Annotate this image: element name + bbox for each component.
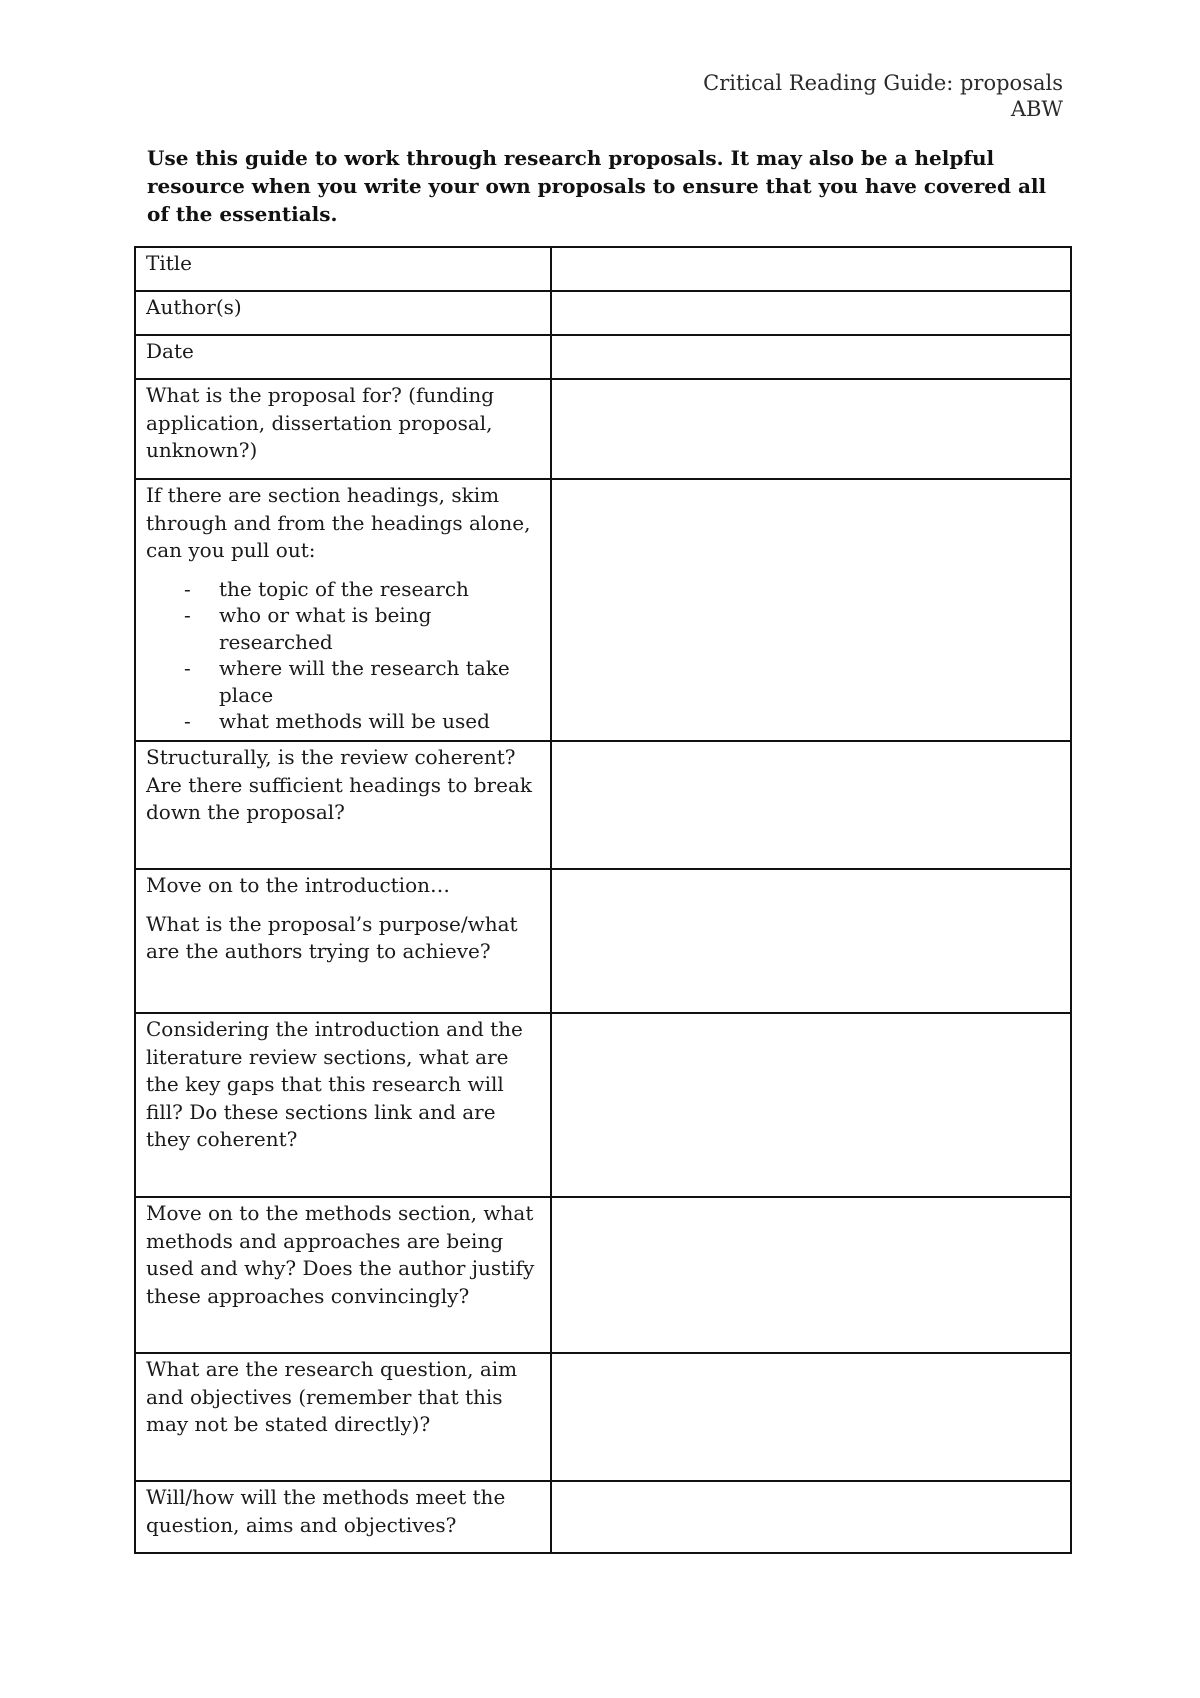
table-row <box>135 1013 1071 1197</box>
reading-guide-table <box>134 246 1072 1554</box>
bullet-marker: - <box>184 656 191 680</box>
list-item <box>146 655 542 708</box>
prompt-cell: Considering the introduction and the literature review sections, what are the key gaps that this research will fill? Do these sections link and are they coherent? <box>135 1013 551 1197</box>
table-row <box>135 291 1071 335</box>
table-row <box>135 379 1071 479</box>
list-item <box>146 708 542 735</box>
intro-paragraph: Use this guide to work through research proposals. It may also be a helpful resource when you write your own proposals to ensure that you have covered all of the essentials. <box>147 146 1047 226</box>
list-item-text: who or what is being researched <box>219 603 432 654</box>
answer-cell[interactable] <box>551 1481 1071 1553</box>
header-initials: ABW <box>1010 97 1063 121</box>
table-row <box>135 247 1071 291</box>
prompt-cell: Move on to the methods section, what methods and approaches are being used and why? Does the author justify these approaches convincingly? <box>135 1197 551 1353</box>
header-title: Critical Reading Guide: proposals <box>703 71 1063 95</box>
prompt-cell: What are the research question, aim and objectives (remember that this may not be stated directly)? <box>135 1353 551 1481</box>
prompt-cell: Title <box>135 247 551 291</box>
answer-cell[interactable] <box>551 335 1071 379</box>
answer-cell[interactable] <box>551 291 1071 335</box>
prompt-text: Move on to the introduction… <box>146 873 450 897</box>
answer-cell[interactable] <box>551 741 1071 869</box>
table-row <box>135 479 1071 741</box>
table-row <box>135 1197 1071 1353</box>
list-item-text: what methods will be used <box>219 709 490 733</box>
page-header <box>703 70 1063 122</box>
bullet-marker: - <box>184 603 191 627</box>
prompt-cell: Date <box>135 335 551 379</box>
table-row <box>135 1353 1071 1481</box>
answer-cell[interactable] <box>551 1353 1071 1481</box>
table-row <box>135 869 1071 1013</box>
answer-cell[interactable] <box>551 869 1071 1013</box>
list-item <box>146 576 542 603</box>
prompt-cell: Will/how will the methods meet the question, aims and objectives? <box>135 1481 551 1553</box>
bullet-list <box>146 576 542 735</box>
table-row <box>135 335 1071 379</box>
list-item-text: the topic of the research <box>219 576 469 601</box>
answer-cell[interactable] <box>551 379 1071 479</box>
table-row <box>135 1481 1071 1553</box>
answer-cell[interactable] <box>551 479 1071 741</box>
list-item-text: where will the research take place <box>219 656 510 707</box>
prompt-cell <box>135 869 551 1013</box>
prompt-cell: What is the proposal for? (funding application, dissertation proposal, unknown?) <box>135 379 551 479</box>
answer-cell[interactable] <box>551 1197 1071 1353</box>
prompt-cell: Structurally, is the review coherent? Are there sufficient headings to break down the proposal? <box>135 741 551 869</box>
bullet-marker: - <box>184 709 191 733</box>
prompt-text: If there are section headings, skim through and from the headings alone, can you pull out: <box>146 483 531 562</box>
prompt-cell <box>135 479 551 741</box>
prompt-cell: Author(s) <box>135 291 551 335</box>
prompt-text: What is the proposal’s purpose/what are the authors trying to achieve? <box>146 911 518 963</box>
answer-cell[interactable] <box>551 247 1071 291</box>
list-item <box>146 602 542 655</box>
bullet-marker: - <box>184 576 191 601</box>
answer-cell[interactable] <box>551 1013 1071 1197</box>
table-row <box>135 741 1071 869</box>
